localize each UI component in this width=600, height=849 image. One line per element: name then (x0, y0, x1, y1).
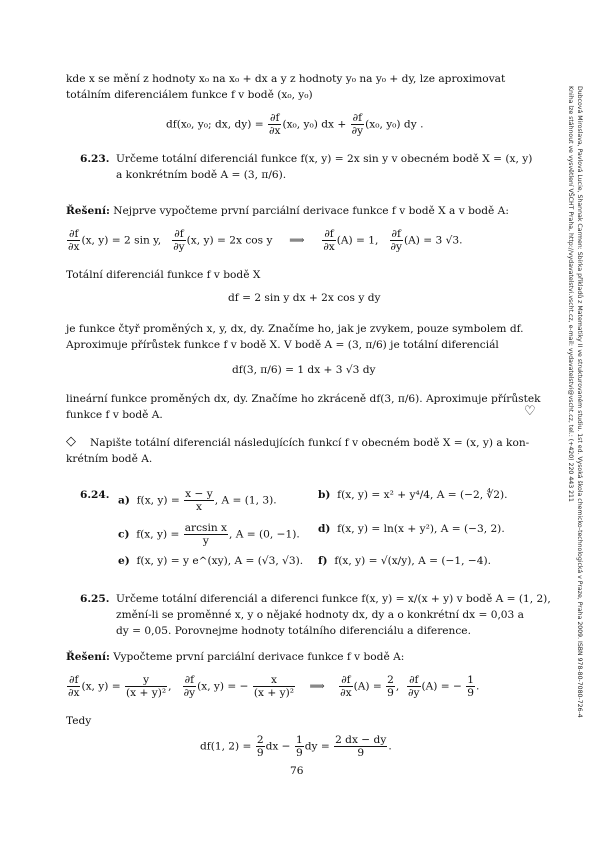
item-expression: f(x, y) = (136, 494, 180, 507)
exercise-number-6-25: 6.25. (80, 593, 110, 605)
implies-arrow: ⟹ (289, 234, 305, 247)
tedy-label: Tedy (66, 715, 92, 727)
citation-line-1: Dubcová Miroslava, Pavlová Lucie, Shannak Carmen: Sbírka příkladů z Matematiky II ve strukturovaném studiu. 1st ed. Vysoká škola chemicko-technologická v Praze, Praha 2009. ISBN 978-80-7080-726-4 (576, 86, 583, 718)
exercise-6-25-line-2: změní-li se proměnné x, y o nějaké hodnoty dx, dy a o konkrétní dx = 0,03 a (116, 609, 524, 621)
fraction (407, 674, 420, 699)
solution-label: Řešení: (66, 651, 110, 663)
final-differential-formula: df(1, 2) = $\frac{2}{9}$ dx − $\frac{1}{9}$ dy = $\frac{2 dx - dy}{9}$ . (200, 734, 392, 759)
task-line-2: krétním bodě A. (66, 453, 153, 465)
exercise-6-23-line-1: Určeme totální diferenciál funkce f(x, y) = 2x sin y v obecném bodě X = (x, y) (116, 153, 533, 165)
fraction-numerator: ∂f (67, 674, 80, 687)
item-expression: f(x, y) = (136, 528, 180, 541)
fraction-denominator: ∂y (173, 241, 185, 253)
solution-6-23-line-4: Aproximuje přírůstek funkce f v bodě X. V bodě A = (3, π/6) je totální diferenciál (66, 339, 499, 351)
fraction (253, 674, 295, 699)
derivative-fy: (x, y) = 2x cos y (186, 234, 273, 247)
solution-label: Řešení: (66, 205, 110, 217)
intro-line-1: kde x se mění z hodnoty x₀ na x₀ + dx a y z hodnoty y₀ na y₀ + dy, lze aproximovat (66, 73, 506, 85)
exercise-6-24-item-f (318, 554, 491, 568)
solution-6-25-line-1 (66, 650, 404, 664)
exercise-6-24-item-c (118, 522, 300, 547)
item-point: , A = (1, 3). (214, 494, 277, 507)
fraction (67, 228, 80, 253)
fraction-numerator: 2 dx − dy (335, 734, 387, 746)
fraction (172, 228, 185, 253)
derivative-fy-at-a: (A) = − (421, 680, 462, 693)
solution-6-23-line-2: Totální diferenciál funkce f v bodě X (66, 269, 261, 281)
citation-sidebar (564, 86, 584, 806)
derivative-fy-at-a: (A) = 3 √3. (403, 234, 463, 247)
item-expression: f(x, y) = √(x/y), (334, 555, 415, 567)
item-point: A = (−3, 2). (437, 523, 505, 535)
exercise-6-25-line-3: dy = 0,05. Porovnejme hodnoty totálního diferenciálu a diference. (116, 625, 471, 637)
solution-6-23-derivatives (66, 228, 462, 253)
fraction-numerator: ∂f (268, 112, 281, 125)
fraction-numerator: x − y (185, 488, 213, 500)
item-point: A = (−2, ∜2). (433, 489, 508, 501)
exercise-6-24-item-d (318, 522, 505, 536)
fraction-denominator: x (195, 501, 202, 513)
fraction (183, 674, 196, 699)
item-point: , A = (0, −1). (229, 528, 300, 541)
solution-6-23-line-1 (66, 204, 509, 218)
fraction-numerator: 1 (295, 734, 303, 746)
final-part: dx − (265, 740, 291, 753)
fraction-numerator: arcsin x (184, 522, 228, 534)
solution-6-23-line-3: je funkce čtyř proměných x, y, dx, dy. Značíme ho, jak je zvykem, pouze symbolem df. (66, 323, 524, 335)
item-expression: f(x, y) = ln(x + y²), (337, 523, 438, 535)
fraction (390, 228, 403, 253)
fraction-denominator: 9 (387, 687, 394, 699)
exercise-number-6-24: 6.24. (80, 489, 110, 501)
exercise-6-23-line-2: a konkrétním bodě A = (3, π/6). (116, 169, 287, 181)
fraction-denominator: ∂y (351, 125, 364, 137)
fraction (351, 112, 364, 137)
item-point: A = (−1, −4). (414, 555, 491, 567)
fraction (256, 734, 265, 759)
item-expression: f(x, y) = y e^(xy), (136, 555, 232, 567)
fraction (268, 112, 281, 137)
fraction (67, 674, 80, 699)
fraction-numerator: 2 (256, 734, 264, 746)
diamond-icon: ◇ (66, 434, 76, 449)
fraction (184, 522, 228, 547)
fraction (339, 674, 352, 699)
total-differential-formula: df = 2 sin y dx + 2x cos y dy (228, 292, 381, 304)
intro-formula-part: (x₀, y₀) dx + (282, 118, 347, 131)
fraction-numerator: ∂f (407, 674, 420, 687)
item-label: c) (118, 528, 130, 541)
solution-6-23-line-6: funkce f v bodě A. (66, 409, 163, 421)
fraction-denominator: ∂y (408, 687, 420, 699)
fraction-denominator: ∂y (183, 687, 196, 699)
solution-text: Nejprve vypočteme první parciální derivace funkce f v bodě X a v bodě A: (109, 205, 509, 217)
exercise-number-6-23: 6.23. (80, 153, 110, 165)
fraction (184, 488, 214, 513)
fraction-denominator: ∂x (268, 125, 281, 137)
fraction-denominator: (x + y)² (126, 687, 167, 699)
fraction-denominator: ∂x (68, 241, 80, 253)
intro-formula-part: (x₀, y₀) dy . (365, 118, 424, 131)
derivative-fy: (x, y) = − (197, 680, 249, 693)
page-number: 76 (290, 765, 304, 777)
fraction-numerator: ∂f (67, 228, 80, 241)
exercise-6-24-item-b (318, 488, 508, 502)
final-lhs: df(1, 2) = (200, 740, 252, 753)
fraction-denominator: ∂x (68, 687, 80, 699)
fraction (322, 228, 335, 253)
fraction-denominator: 9 (357, 747, 365, 759)
fraction-denominator: 9 (256, 747, 264, 759)
task-line-1: Napište totální diferenciál následujících funkcí f v obecném bodě X = (x, y) a kon- (90, 437, 530, 449)
fraction (125, 674, 167, 699)
item-expression: f(x, y) = x² + y⁴/4, (337, 489, 434, 501)
fraction (295, 734, 304, 759)
fraction-numerator: y (125, 674, 167, 687)
fraction-numerator: ∂f (390, 228, 403, 241)
fraction-denominator: y (202, 535, 209, 547)
intro-formula (166, 112, 423, 137)
fraction (334, 734, 387, 759)
fraction-denominator: (x + y)² (253, 687, 295, 699)
solution-6-25-derivatives: $\frac{\partial f}{\partial x}$ (x, y) = $\frac{y}{\text{(x + y)²}}$ , $\frac{\partial f}{\partial y}$ (x, y) = − $\frac{x}{\text{(x + y)²}}$ ⟹ $\frac{\partial f}{\partial x}$ (A) = $\frac{2}{9}$ , $\frac{\partial f}{\partial y}$ (A) = − $\frac{1}{9}$ . (68, 674, 480, 699)
item-label: b) (318, 489, 331, 501)
final-part: dy = (304, 740, 330, 753)
derivative-fx-at-a: (A) = 1, (336, 234, 379, 247)
citation-text (566, 86, 584, 718)
fraction-numerator: ∂f (339, 674, 352, 687)
fraction-denominator: 9 (467, 687, 475, 699)
derivative-fx-at-a: (A) = (353, 680, 382, 693)
fraction-numerator: x (253, 674, 295, 687)
fraction-denominator: ∂y (390, 241, 402, 253)
fraction-numerator: ∂f (351, 112, 364, 125)
item-label: e) (118, 555, 130, 567)
item-label: d) (318, 523, 331, 535)
item-label: a) (118, 494, 130, 507)
fraction (386, 674, 395, 699)
fraction (466, 674, 475, 699)
exercise-6-25-line-1: Určeme totální diferenciál a diferenci funkce f(x, y) = x/(x + y) v bodě A = (1, 2), (116, 593, 551, 605)
fraction-numerator: ∂f (183, 674, 196, 687)
solution-text: Vypočteme první parciální derivace funkce f v bodě A: (109, 651, 405, 663)
fraction-denominator: 9 (295, 747, 303, 759)
exercise-6-24-item-e (118, 554, 303, 568)
citation-line-2: Kniha lze stáhnout ve vysvětlení VŠCHT Praha, http://vydavatelstvi.vscht.cz, e-mail: vydavatelstvi@vscht.cz, tel.: (+420) 220 443 211 (567, 86, 574, 502)
solution-6-23-line-5: lineární funkce proměných dx, dy. Značíme ho zkráceně df(3, π/6). Aproximuje přírůstek (66, 393, 541, 405)
fraction-denominator: ∂x (340, 687, 352, 699)
derivative-fx: (x, y) = (81, 680, 121, 693)
item-label: f) (318, 555, 328, 567)
end-of-solution-heart-icon: ♡ (524, 404, 536, 419)
total-differential-at-a: df(3, π/6) = 1 dx + 3 √3 dy (232, 364, 376, 376)
fraction-denominator: ∂x (323, 241, 335, 253)
fraction-numerator: 1 (467, 674, 475, 686)
implies-arrow: ⟹ (309, 680, 325, 693)
fraction-numerator: 2 (387, 674, 394, 686)
derivative-fx: (x, y) = 2 sin y, (81, 234, 162, 247)
item-point: A = (√3, √3). (231, 555, 304, 567)
fraction-numerator: ∂f (322, 228, 335, 241)
exercise-6-24-item-a (118, 488, 277, 513)
intro-line-2: totálním diferenciálem funkce f v bodě (x₀, y₀) (66, 89, 313, 101)
fraction-numerator: ∂f (172, 228, 185, 241)
intro-formula-lhs: df(x₀, y₀; dx, dy) = (166, 118, 264, 131)
